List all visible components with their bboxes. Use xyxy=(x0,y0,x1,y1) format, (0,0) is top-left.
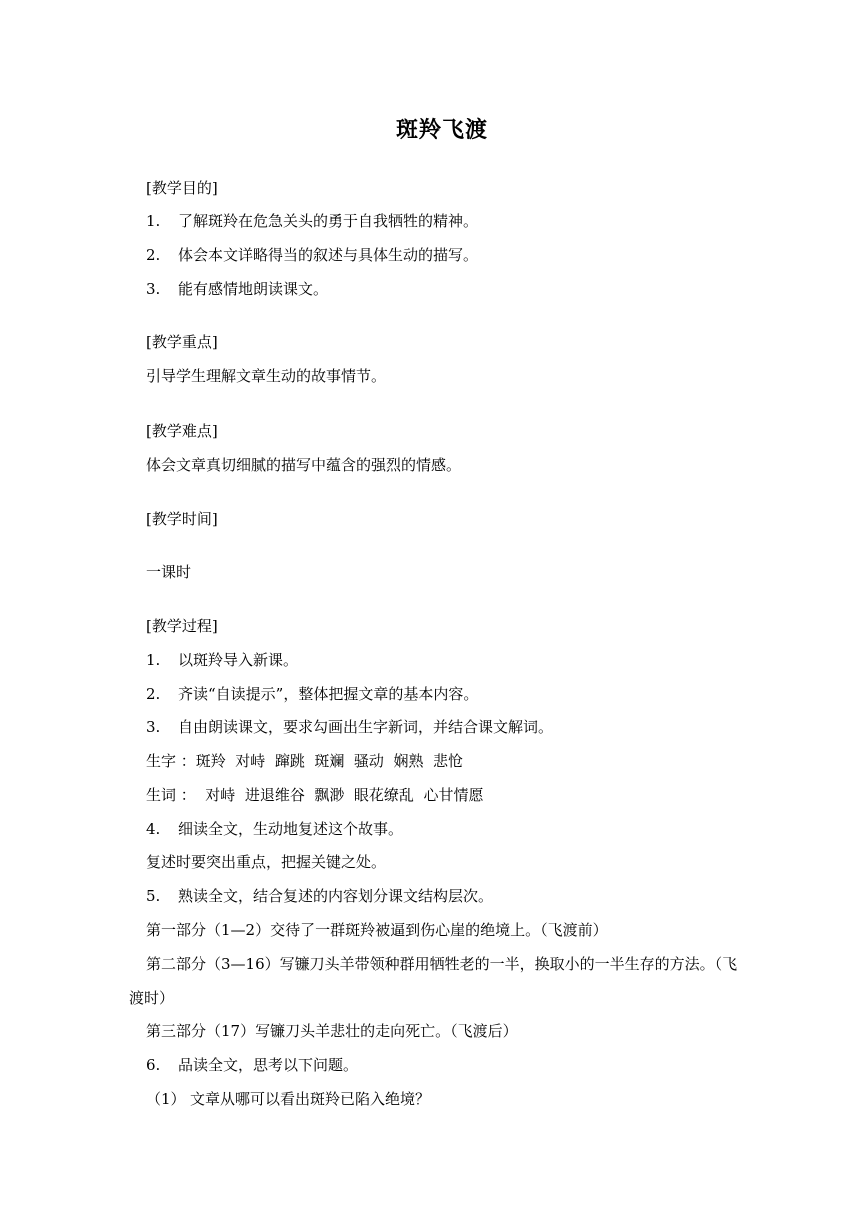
key-points-text: 引导学生理解文章生动的故事情节。 xyxy=(146,367,387,385)
process-number-4: 4. xyxy=(146,820,161,838)
process-step-6 xyxy=(146,1055,358,1075)
time-text: 一课时 xyxy=(146,563,192,581)
process-number-3: 3. xyxy=(146,718,161,736)
new-words-line: 生词 ： 对峙 进退维谷 飘渺 眼花缭乱 心甘情愿 xyxy=(146,786,484,804)
process-number-6: 6. xyxy=(146,1056,161,1074)
process-text-2: 齐读“自读提示”，整体把握文章的基本内容。 xyxy=(178,685,479,703)
process-text-1: 以斑羚导入新课。 xyxy=(178,651,299,669)
structure-part-1: 第一部分（1—2）交待了一群斑羚被逼到伤心崖的绝境上。（飞渡前） xyxy=(146,921,608,939)
process-number-2: 2. xyxy=(146,685,161,703)
question-number-1: （1） xyxy=(146,1090,186,1108)
process-number-5: 5. xyxy=(146,887,161,905)
objective-number-2: 2. xyxy=(146,246,161,264)
process-heading: [教学过程] xyxy=(146,617,218,635)
process-number-1: 1. xyxy=(146,651,161,669)
new-characters-line: 生字 ：斑羚 对峙 蹿跳 斑斓 骚动 娴熟 悲怆 xyxy=(146,752,463,770)
page-title: 斑羚飞渡 xyxy=(395,118,488,143)
process-step-2 xyxy=(146,684,478,704)
structure-part-2-line-1: 第二部分（3—16）写镰刀头羊带领种群用牺牲老的一半，换取小的一半生存的方法。（飞 xyxy=(146,955,738,973)
objective-item-1 xyxy=(146,211,478,231)
process-step-4 xyxy=(146,819,403,839)
retell-note: 复述时要突出重点，把握关键之处。 xyxy=(146,853,387,871)
structure-part-3: 第三部分（17）写镰刀头羊悲壮的走向死亡。（飞渡后） xyxy=(146,1022,518,1040)
process-step-1 xyxy=(146,650,298,670)
process-text-6: 品读全文，思考以下问题。 xyxy=(178,1056,359,1074)
objective-text-1: 了解斑羚在危急关头的勇于自我牺牲的精神。 xyxy=(178,212,479,230)
process-text-4: 细读全文，生动地复述这个故事。 xyxy=(178,820,404,838)
difficulties-heading: [教学难点] xyxy=(146,422,218,440)
objective-text-2: 体会本文详略得当的叙述与具体生动的描写。 xyxy=(178,246,479,264)
process-text-3: 自由朗读课文，要求勾画出生字新词，并结合课文解词。 xyxy=(178,718,554,736)
process-step-5 xyxy=(146,886,493,906)
objective-item-2 xyxy=(146,245,478,265)
question-text-1: 文章从哪可以看出斑羚已陷入绝境？ xyxy=(190,1090,431,1108)
time-heading: [教学时间] xyxy=(146,510,218,528)
difficulties-text: 体会文章真切细腻的描写中蕴含的强烈的情感。 xyxy=(146,456,462,474)
objective-text-3: 能有感情地朗读课文。 xyxy=(178,280,329,298)
key-points-heading: [教学重点] xyxy=(146,333,218,351)
process-step-3 xyxy=(146,717,553,737)
objective-number-1: 1. xyxy=(146,212,161,230)
process-text-5: 熟读全文，结合复述的内容划分课文结构层次。 xyxy=(178,887,494,905)
structure-part-2-line-2: 渡时） xyxy=(129,989,175,1007)
objectives-heading: [教学目的] xyxy=(146,179,218,197)
question-1 xyxy=(146,1089,430,1109)
objective-number-3: 3. xyxy=(146,280,161,298)
objective-item-3 xyxy=(146,279,328,299)
